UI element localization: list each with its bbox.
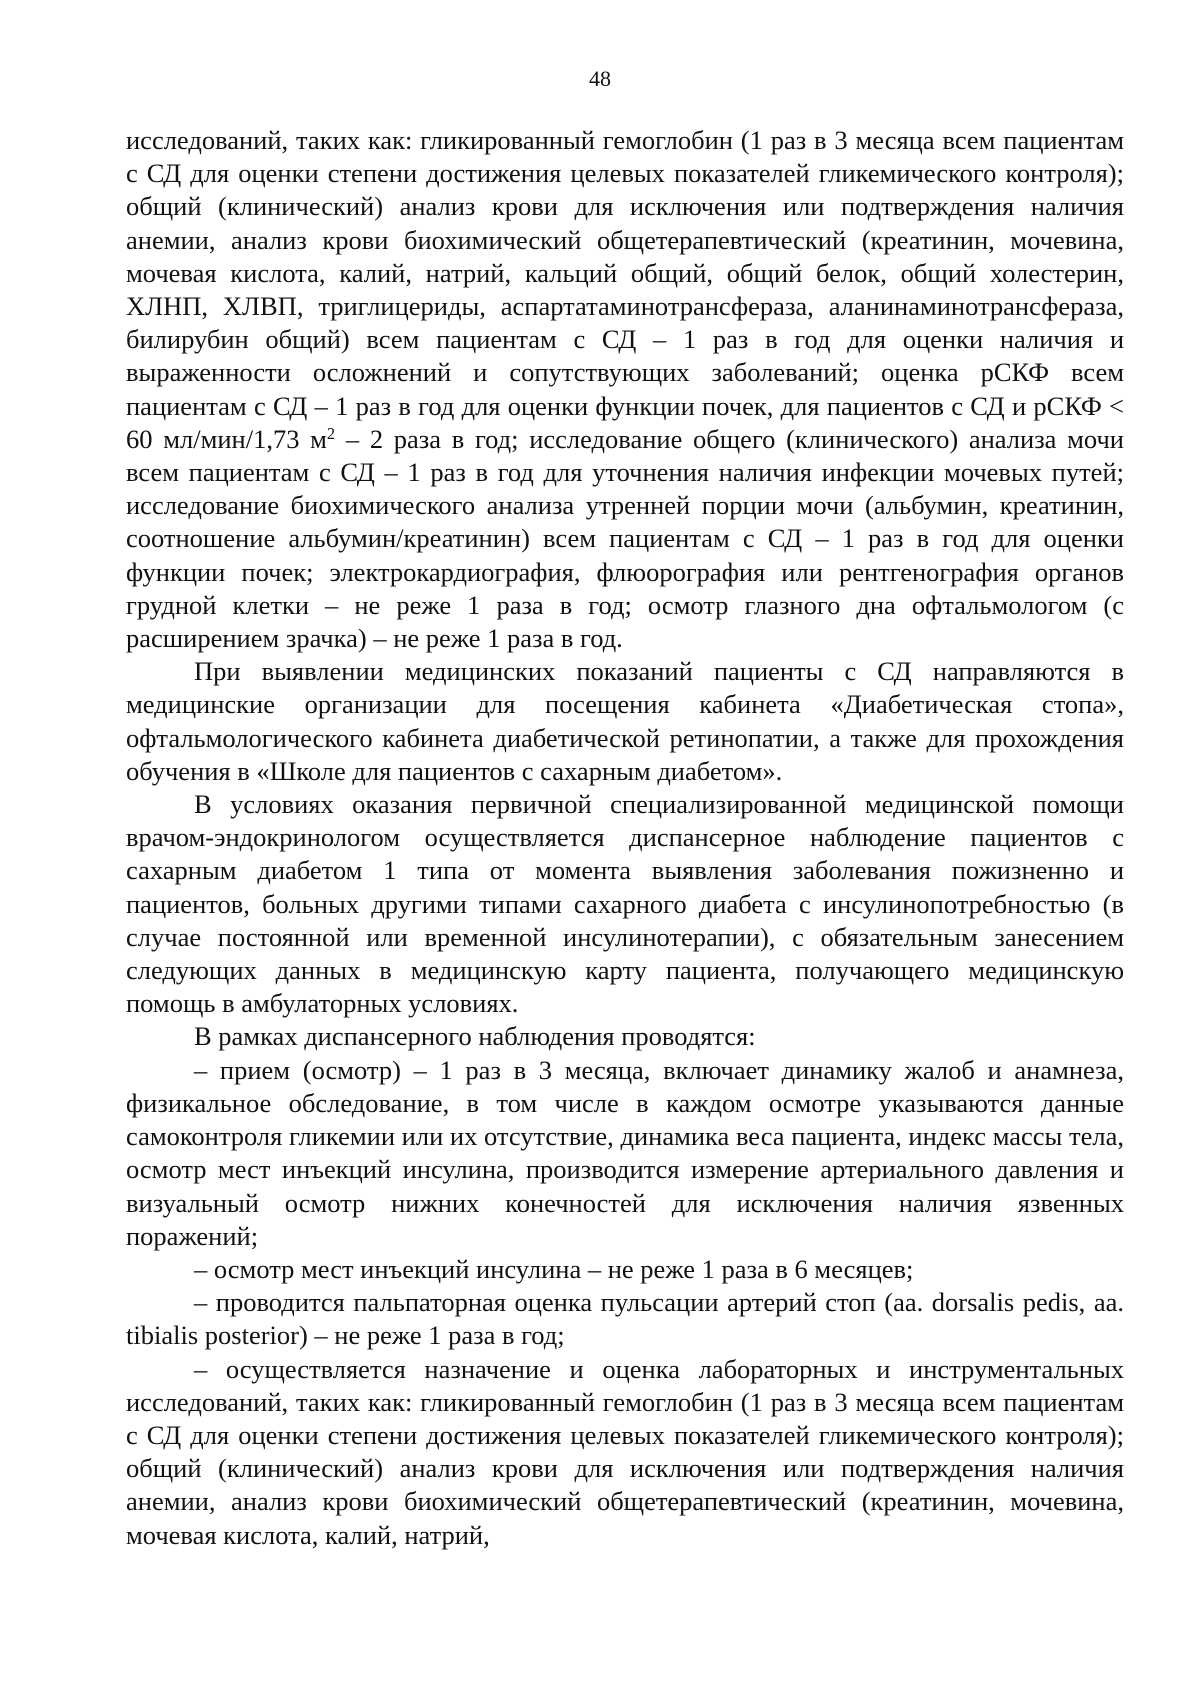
list-item: – проводится пальпаторная оценка пульсации артерий стоп (aa. dorsalis pedis, aa. tibialis posterior) – не реже 1 раза в год;: [126, 1287, 1124, 1351]
paragraph-lab-tests: [126, 124, 1124, 655]
paragraph-text: исследований, таких как: гликированный гемоглобин (1 раз в 3 месяца всем пациентам с СД для оценки степени достижения целевых показателей гликемического контроля); общий (клинический) анализ крови для исключения или подтверждения наличия анемии, анализ крови биохимический общетерапевтический (креатинин, мочевина, мочевая кислота, калий, натрий, кальций общий, общий белок, общий холестерин, ХЛНП, ХЛВП, триглицериды, аспартатаминотрансфераза, аланинаминотрансфераза, билирубин общий) всем пациентам с СД – 1 раз в год для оценки наличия и выраженности осложнений и сопутствующих заболеваний; оценка рСКФ всем пациентам с СД – 1 раз в год для оценки функции почек, для пациентов с СД и рСКФ < 60 мл/мин/1,73 м: [126, 125, 1124, 454]
paragraph-list-intro: В рамках диспансерного наблюдения проводятся:: [194, 1021, 756, 1052]
list-item: – прием (осмотр) – 1 раз в 3 месяца, включает динамику жалоб и анамнеза, физикальное обследование, в том числе в каждом осмотре указываются данные самоконтроля гликемии или их отсутствие, динамика веса пациента, индекс массы тела, осмотр мест инъекций инсулина, производится измерение артериального давления и визуальный осмотр нижних конечностей для исключения наличия язвенных поражений;: [126, 1054, 1124, 1251]
list-item: – осмотр мест инъекций инсулина – не реже 1 раза в 6 месяцев;: [194, 1253, 914, 1284]
page-number: 48: [589, 66, 611, 91]
paragraph-referrals: При выявлении медицинских показаний пациенты с СД направляются в медицинские организации для посещения кабинета «Диабетическая стопа», офтальмологического кабинета диабетической ретинопатии, а также для прохождения обучения в «Школе для пациентов с сахарным диабетом».: [126, 656, 1124, 786]
superscript: 2: [326, 423, 336, 443]
paragraph-text: – 2 раза в год; исследование общего (клинического) анализа мочи всем пациентам с СД – 1 раз в год для уточнения наличия инфекции мочевых путей; исследование биохимического анализа утренней порции мочи (альбумин, креатинин, соотношение альбумин/креатинин) всем пациентам с СД – 1 раз в год для оценки функции почек; электрокардиография, флюорография или рентгенография органов грудной клетки – не реже 1 раза в год; осмотр глазного дна офтальмологом (с расширением зрачка) – не реже 1 раза в год.: [126, 423, 1124, 654]
list-item: – осуществляется назначение и оценка лабораторных и инструментальных исследований, таких как: гликированный гемоглобин (1 раз в 3 месяца всем пациентам с СД для оценки степени достижения целевых показателей гликемического контроля); общий (клинический) анализ крови для исключения или подтверждения наличия анемии, анализ крови биохимический общетерапевтический (креатинин, мочевина, мочевая кислота, калий, натрий,: [126, 1353, 1124, 1550]
document-body: [126, 124, 1124, 1552]
paragraph-dispensary-observation: В условиях оказания первичной специализированной медицинской помощи врачом-эндокринологом осуществляется диспансерное наблюдение пациентов с сахарным диабетом 1 типа от момента выявления заболевания пожизненно и пациентов, больных другими типами сахарного диабета с инсулинопотребностью (в случае постоянной или временной инсулинотерапии), с обязательным занесением следующих данных в медицинскую карту пациента, получающего медицинскую помощь в амбулаторных условиях.: [126, 789, 1124, 1019]
